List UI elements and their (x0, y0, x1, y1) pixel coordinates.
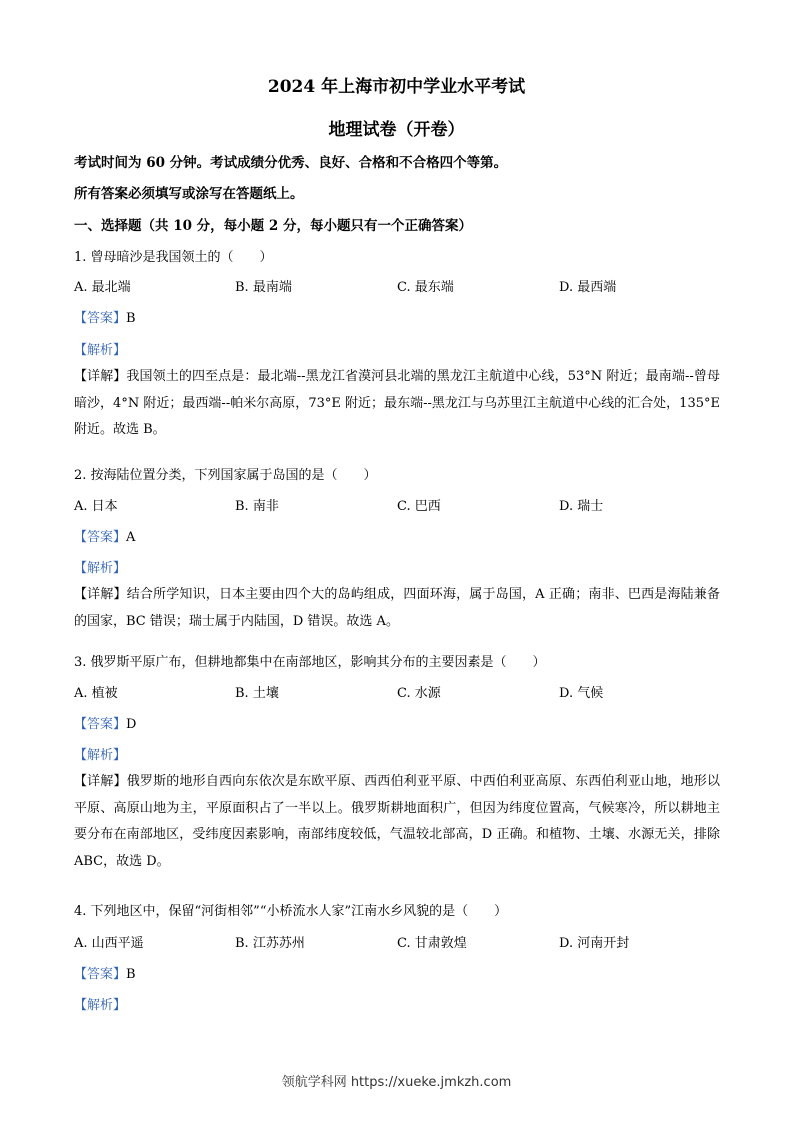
question-3-answer (74, 713, 136, 732)
exam-title: 2024 年上海市初中学业水平考试 (267, 77, 526, 97)
question-1-analysis-label: 【解析】 (74, 343, 127, 358)
question-4-option-d: D. 河南开封 (559, 936, 630, 951)
question-4-answer (74, 963, 136, 982)
answer-value: D (126, 717, 137, 732)
question-3-analysis-label: 【解析】 (74, 748, 127, 763)
detail-text: 俄罗斯的地形自西向东依次是东欧平原、西西伯利亚平原、中西伯利亚高原、东西伯利亚山地，地形以平原、高原山地为主，平原面积占了一半以上。俄罗斯耕地面积广，但因为纬度位置高，气候寒冷，所以耕地主要分布在南部地区，受纬度因素影响，南部纬度较低，气温较北部高，D 正确。和植物、土壤、水源无关，排除 ABC，故选 D。 (74, 774, 720, 869)
question-1-answer (74, 307, 136, 326)
question-1-option-a: A. 最北端 (74, 280, 131, 295)
question-1-option-d: D. 最西端 (559, 280, 617, 295)
question-2-option-d: D. 瑞士 (559, 499, 604, 514)
question-2-answer (74, 526, 135, 545)
question-3-stem: 3. 俄罗斯平原广布，但耕地都集中在南部地区，影响其分布的主要因素是（ ） (74, 655, 546, 670)
answer-label: 【答案】 (74, 967, 127, 982)
question-4-option-b: B. 江苏苏州 (235, 936, 305, 951)
question-2-stem: 2. 按海陆位置分类，下列国家属于岛国的是（ ） (74, 468, 377, 483)
question-1-detail (74, 364, 720, 444)
exam-notice-answer: 所有答案必须填写或涂写在答题纸上。 (74, 186, 304, 202)
exam-subtitle: 地理试卷（开卷） (328, 120, 465, 140)
detail-text: 结合所学知识，日本主要由四个大的岛屿组成，四面环海，属于岛国，A 正确；南非、巴西是海陆兼备的国家，BC 错误；瑞士属于内陆国，D 错误。故选 A。 (74, 587, 720, 629)
question-4-option-a: A. 山西平遥 (74, 936, 144, 951)
question-1-option-c: C. 最东端 (397, 280, 454, 295)
question-2-detail (74, 582, 720, 635)
question-3-option-b: B. 土壤 (235, 686, 279, 701)
answer-label: 【答案】 (74, 530, 127, 545)
question-3-option-a: A. 植被 (74, 686, 118, 701)
detail-label: 【详解】 (74, 369, 127, 384)
question-3-detail (74, 769, 720, 875)
question-1-stem: 1. 曾母暗沙是我国领土的（ ） (74, 250, 273, 265)
footer-watermark: 领航学科网 https://xueke.jmkzh.com (281, 1075, 512, 1090)
question-4-analysis-label: 【解析】 (74, 998, 127, 1013)
answer-value: B (126, 967, 136, 982)
question-4-stem: 4. 下列地区中，保留“河街相邻”“小桥流水人家”江南水乡风貌的是（ ） (74, 904, 508, 919)
detail-text: 我国领土的四至点是：最北端--黑龙江省漠河县北端的黑龙江主航道中心线，53°N 附近；最南端--曾母暗沙，4°N 附近；最西端--帕米尔高原，73°E 附近；最东端--黑龙江与乌苏里江主航道中心线的汇合处，135°E 附近。故选 B。 (74, 369, 720, 437)
question-2-analysis-label: 【解析】 (74, 561, 127, 576)
exam-notice-time: 考试时间为 60 分钟。考试成绩分优秀、良好、合格和不合格四个等第。 (74, 155, 508, 171)
answer-value: B (126, 311, 136, 326)
answer-label: 【答案】 (74, 311, 127, 326)
question-3-option-c: C. 水源 (397, 686, 441, 701)
question-4-option-c: C. 甘肃敦煌 (397, 936, 467, 951)
question-2-option-c: C. 巴西 (397, 499, 441, 514)
question-3-option-d: D. 气候 (559, 686, 604, 701)
detail-label: 【详解】 (74, 587, 127, 602)
section-heading: 一、选择题（共 10 分，每小题 2 分，每小题只有一个正确答案） (74, 218, 472, 234)
question-2-option-a: A. 日本 (74, 499, 118, 514)
answer-value: A (126, 530, 136, 545)
detail-label: 【详解】 (74, 774, 127, 789)
question-1-option-b: B. 最南端 (235, 280, 292, 295)
question-2-option-b: B. 南非 (235, 499, 279, 514)
answer-label: 【答案】 (74, 717, 127, 732)
